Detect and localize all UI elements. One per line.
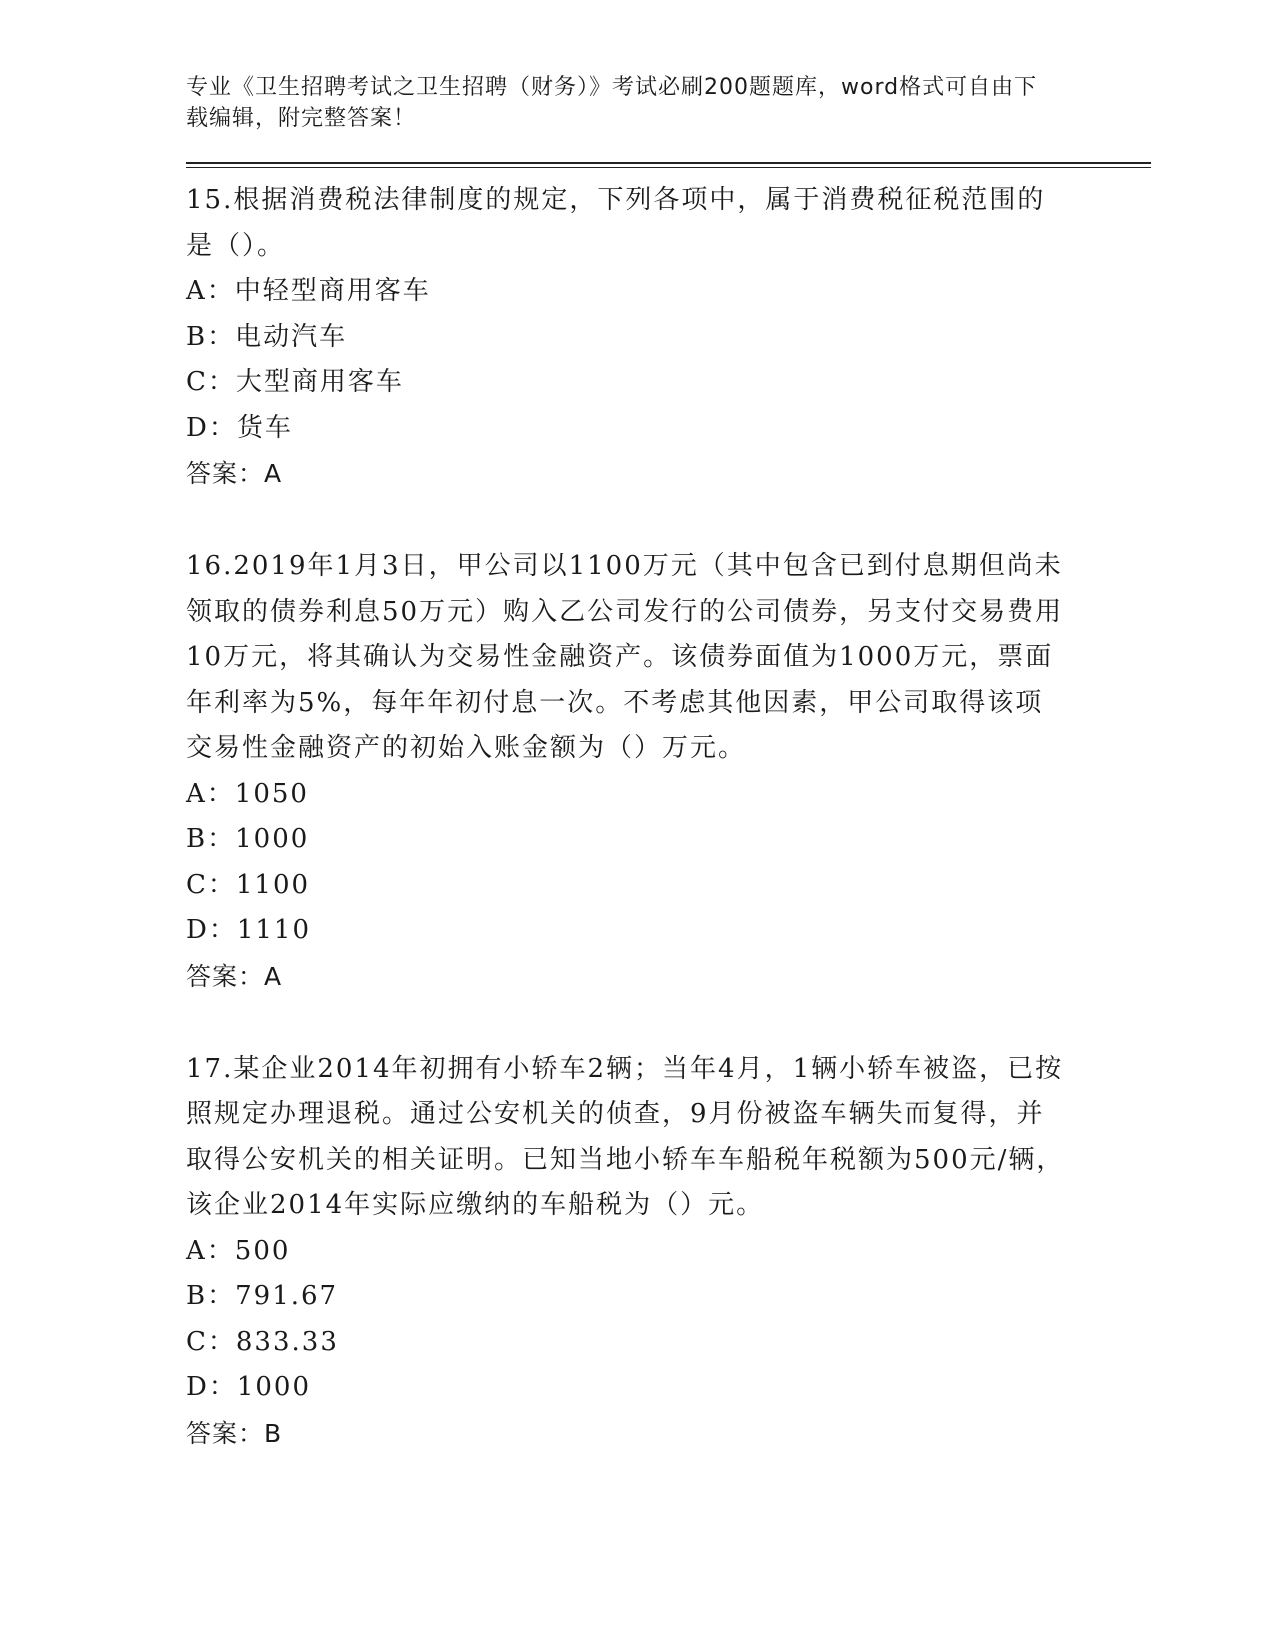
answer-line: 答案：B bbox=[186, 1418, 283, 1448]
option-b: B：电动汽车 bbox=[186, 321, 348, 352]
option-a: A：1050 bbox=[186, 778, 309, 809]
option-a: A：中轻型商用客车 bbox=[186, 276, 431, 306]
option-d: D：货车 bbox=[186, 412, 293, 443]
option-d: D：1110 bbox=[186, 915, 312, 945]
option-a: A：500 bbox=[186, 1235, 291, 1266]
option-b: B：791.67 bbox=[186, 1281, 339, 1311]
question-text: 16.2019年1月3日，甲公司以1100万元（其中包含已到付息期但尚未领取的债券利息50万元）购入乙公司发行的公司债券，另支付交易费用10万元，将其确认为交易性金融资产。该债券面值为1000万元，票面年利率为5%，每年年初付息一次。不考虑其他因素，甲公司取得该项交易性金融资产的初始入账金额为（）万元。 bbox=[186, 551, 1064, 763]
answer-line: 答案：A bbox=[186, 459, 283, 488]
header-divider bbox=[186, 162, 1151, 168]
option-b: B：1000 bbox=[186, 824, 310, 854]
option-c: C：大型商用客车 bbox=[186, 367, 404, 397]
question-17 bbox=[186, 1047, 1146, 1456]
question-text: 17.某企业2014年初拥有小轿车2辆；当年4月，1辆小轿车被盗，已按照规定办理退税。通过公安机关的侦查，9月份被盗车辆失而复得，并取得公安机关的相关证明。已知当地小轿车车船税年税额为500元/辆，该企业2014年实际应缴纳的车船税为（）元。 bbox=[186, 1053, 1065, 1220]
answer-line: 答案：A bbox=[186, 961, 283, 991]
option-c: C：833.33 bbox=[186, 1326, 339, 1357]
question-15 bbox=[186, 178, 1146, 496]
option-c: C：1100 bbox=[186, 869, 311, 900]
document-page bbox=[186, 72, 1146, 1456]
document-header: 专业《卫生招聘考试之卫生招聘（财务）》考试必刷200题题库，word格式可自由下载编辑，附完整答案！ bbox=[186, 75, 1038, 131]
option-d: D：1000 bbox=[186, 1372, 312, 1402]
question-16 bbox=[186, 544, 1146, 999]
question-text: 15.根据消费税法律制度的规定，下列各项中，属于消费税征税范围的是（）。 bbox=[186, 185, 1046, 261]
